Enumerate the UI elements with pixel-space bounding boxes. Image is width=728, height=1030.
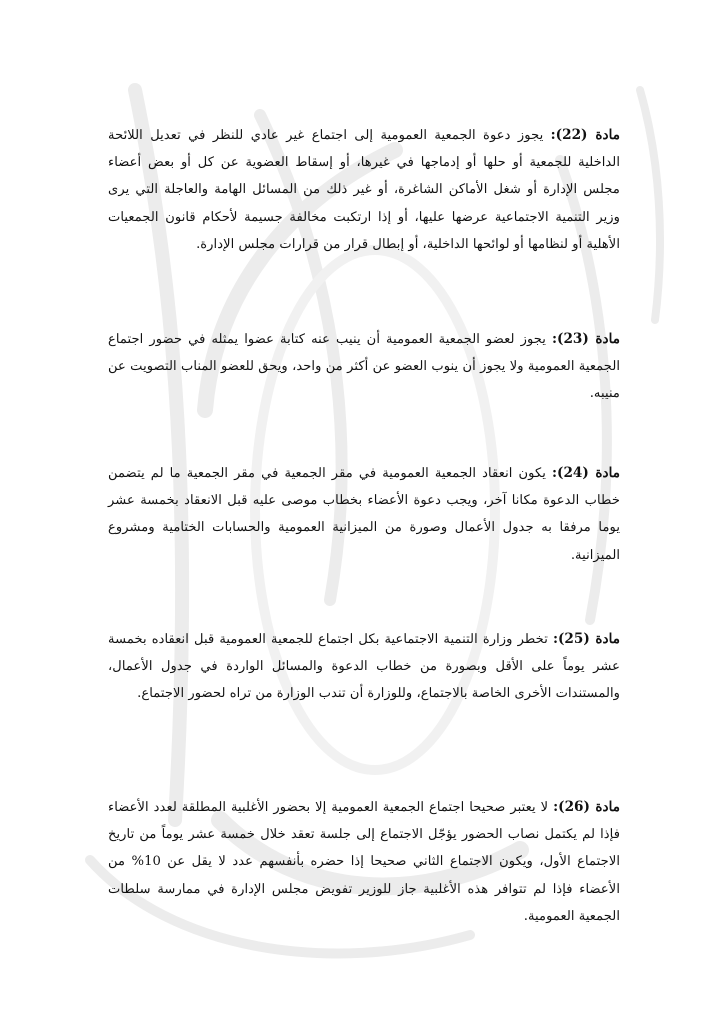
article-title: مادة (24):	[551, 465, 620, 481]
article-title: مادة (23):	[552, 331, 620, 347]
article-paragraph	[108, 122, 620, 258]
article-23	[108, 326, 620, 408]
article-26	[108, 794, 620, 930]
article-body: يجوز لعضو الجمعية العمومية أن ينيب عنه كتابة عضوا يمثله في حضور اجتماع الجمعية العمومية ولا يجوز أن ينوب العضو عن أكثر من واحد، ويحق للعضو المناب التصويت عن منيبه.	[108, 332, 620, 402]
article-body: لا يعتبر صحيحا اجتماع الجمعية العمومية إلا بحضور الأغلبية المطلقة لعدد الأعضاء فإذا لم يكتمل نصاب الحضور يؤجّل الاجتماع إلى جلسة تعقد خلال خمسة عشر يوماً من تاريخ الاجتماع الأول، ويكون الاجتماع الثاني صحيحا إذا حضره بأنفسهم عدد لا يقل عن 10% من الأعضاء فإذا لم تتوافر هذه الأغلبية جاز للوزير تفويض مجلس الإدارة في ممارسة سلطات الجمعية العمومية.	[108, 800, 621, 924]
article-paragraph	[108, 326, 620, 408]
article-title: مادة (25):	[552, 631, 621, 647]
article-paragraph	[108, 794, 620, 930]
article-25	[108, 626, 620, 708]
article-paragraph	[108, 460, 620, 569]
article-paragraph	[108, 626, 620, 708]
article-title: مادة (26):	[553, 799, 621, 815]
article-body: تخطر وزارة التنمية الاجتماعية بكل اجتماع للجمعية العمومية قبل انعقاده بخمسة عشر يوماً على الأقل وبصورة من خطاب الدعوة والمسائل الواردة في جدول الأعمال، والمستندات الأخرى الخاصة بالاجتماع، وللوزارة أن تندب الوزارة من تراه لحضور الاجتماع.	[108, 632, 620, 702]
article-body: يجوز دعوة الجمعية العمومية إلى اجتماع غير عادي للنظر في تعديل اللائحة الداخلية للجمعية أو حلها أو إدماجها في غيرها، أو إسقاط العضوية عن كل أو بعض أعضاء مجلس الإدارة أو شغل الأماكن الشاغرة، أو غير ذلك من المسائل الهامة والعاجلة التي يرى وزير التنمية الاجتماعية عرضها عليها، أو إذا ارتكبت مخالفة جسيمة لأحكام قانون الجمعيات الأهلية أو لنظامها أو لوائحها الداخلية، أو إبطال قرار من قرارات مجلس الإدارة.	[108, 128, 620, 252]
article-title: مادة (22):	[550, 127, 620, 143]
article-body: يكون انعقاد الجمعية العمومية في مقر الجمعية في مقر الجمعية ما لم يتضمن خطاب الدعوة مكانا آخر، ويجب دعوة الأعضاء بخطاب موصى عليه قبل الانعقاد بخمسة عشر يوما مرفقا به جدول الأعمال وصورة من الميزانية العمومية والحسابات الختامية ومشروع الميزانية.	[108, 466, 620, 563]
article-22	[108, 122, 620, 258]
article-24	[108, 460, 620, 569]
